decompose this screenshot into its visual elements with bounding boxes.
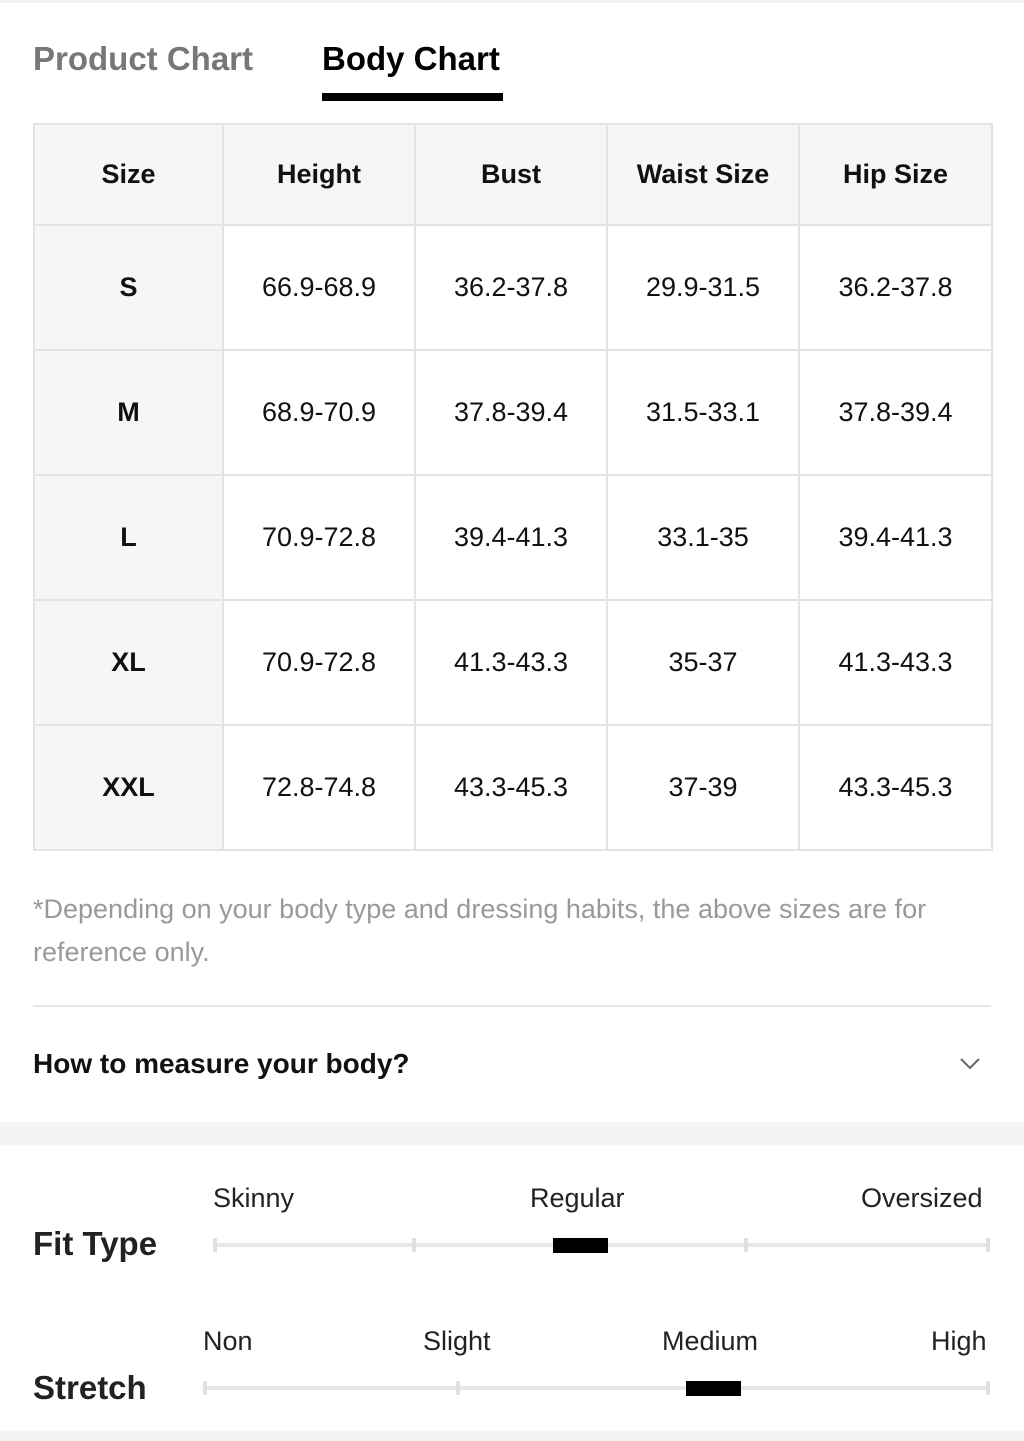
table-row [34, 350, 992, 475]
bust-cell: 36.2-37.8 [415, 225, 607, 350]
hip-cell: 37.8-39.4 [799, 350, 992, 475]
waist-cell: 29.9-31.5 [607, 225, 799, 350]
table-header-row [34, 124, 992, 225]
stretch-tick [203, 1381, 207, 1395]
fit-type-tick [986, 1238, 990, 1252]
hip-cell: 39.4-41.3 [799, 475, 992, 600]
height-cell: 70.9-72.8 [223, 600, 415, 725]
fit-type-tick [744, 1238, 748, 1252]
bust-cell: 43.3-45.3 [415, 725, 607, 850]
body-size-table [33, 123, 993, 851]
table-row [34, 225, 992, 350]
stretch-tick [986, 1381, 990, 1395]
fit-type-tick [412, 1238, 416, 1252]
header-bust: Bust [415, 124, 607, 225]
size-cell: XXL [34, 725, 223, 850]
height-cell: 70.9-72.8 [223, 475, 415, 600]
height-cell: 66.9-68.9 [223, 225, 415, 350]
fit-option-oversized: Oversized [861, 1183, 983, 1213]
bust-cell: 39.4-41.3 [415, 475, 607, 600]
bust-cell: 37.8-39.4 [415, 350, 607, 475]
hip-cell: 36.2-37.8 [799, 225, 992, 350]
fit-type-label: Fit Type [33, 1225, 158, 1262]
chevron-down-icon [959, 1052, 981, 1074]
stretch-track [204, 1386, 990, 1390]
header-height: Height [223, 124, 415, 225]
stretch-label: Stretch [33, 1369, 147, 1406]
header-hip-size: Hip Size [799, 124, 992, 225]
active-tab-underline [322, 93, 503, 101]
header-waist-size: Waist Size [607, 124, 799, 225]
section-separator-band [0, 1122, 1024, 1145]
table-row [34, 725, 992, 850]
stretch-option-high: High [931, 1326, 987, 1356]
fit-type-indicator [553, 1238, 608, 1253]
height-cell: 68.9-70.9 [223, 350, 415, 475]
how-to-measure-title: How to measure your body? [33, 1048, 410, 1079]
bust-cell: 41.3-43.3 [415, 600, 607, 725]
fit-option-regular: Regular [530, 1183, 625, 1213]
tab-product-chart[interactable]: Product Chart [33, 40, 254, 77]
fit-option-skinny: Skinny [213, 1183, 295, 1213]
stretch-option-medium: Medium [662, 1326, 759, 1356]
bottom-band [0, 1431, 1024, 1441]
hip-cell: 43.3-45.3 [799, 725, 992, 850]
size-disclaimer-note: *Depending on your body type and dressing habits, the above sizes are for reference only. [33, 894, 927, 967]
stretch-indicator [686, 1381, 741, 1396]
waist-cell: 37-39 [607, 725, 799, 850]
size-cell: L [34, 475, 223, 600]
size-cell: XL [34, 600, 223, 725]
size-cell: M [34, 350, 223, 475]
hip-cell: 41.3-43.3 [799, 600, 992, 725]
how-to-measure-toggle[interactable] [33, 1040, 991, 1090]
table-row [34, 475, 992, 600]
size-cell: S [34, 225, 223, 350]
height-cell: 72.8-74.8 [223, 725, 415, 850]
stretch-option-slight: Slight [423, 1326, 491, 1356]
fit-type-tick [213, 1238, 217, 1252]
tab-body-chart[interactable]: Body Chart [322, 40, 500, 77]
section-divider [33, 1005, 991, 1007]
top-border [0, 0, 1024, 3]
waist-cell: 33.1-35 [607, 475, 799, 600]
stretch-tick [456, 1381, 460, 1395]
stretch-option-non: Non [203, 1326, 253, 1356]
waist-cell: 31.5-33.1 [607, 350, 799, 475]
waist-cell: 35-37 [607, 600, 799, 725]
header-size: Size [34, 124, 223, 225]
table-row [34, 600, 992, 725]
